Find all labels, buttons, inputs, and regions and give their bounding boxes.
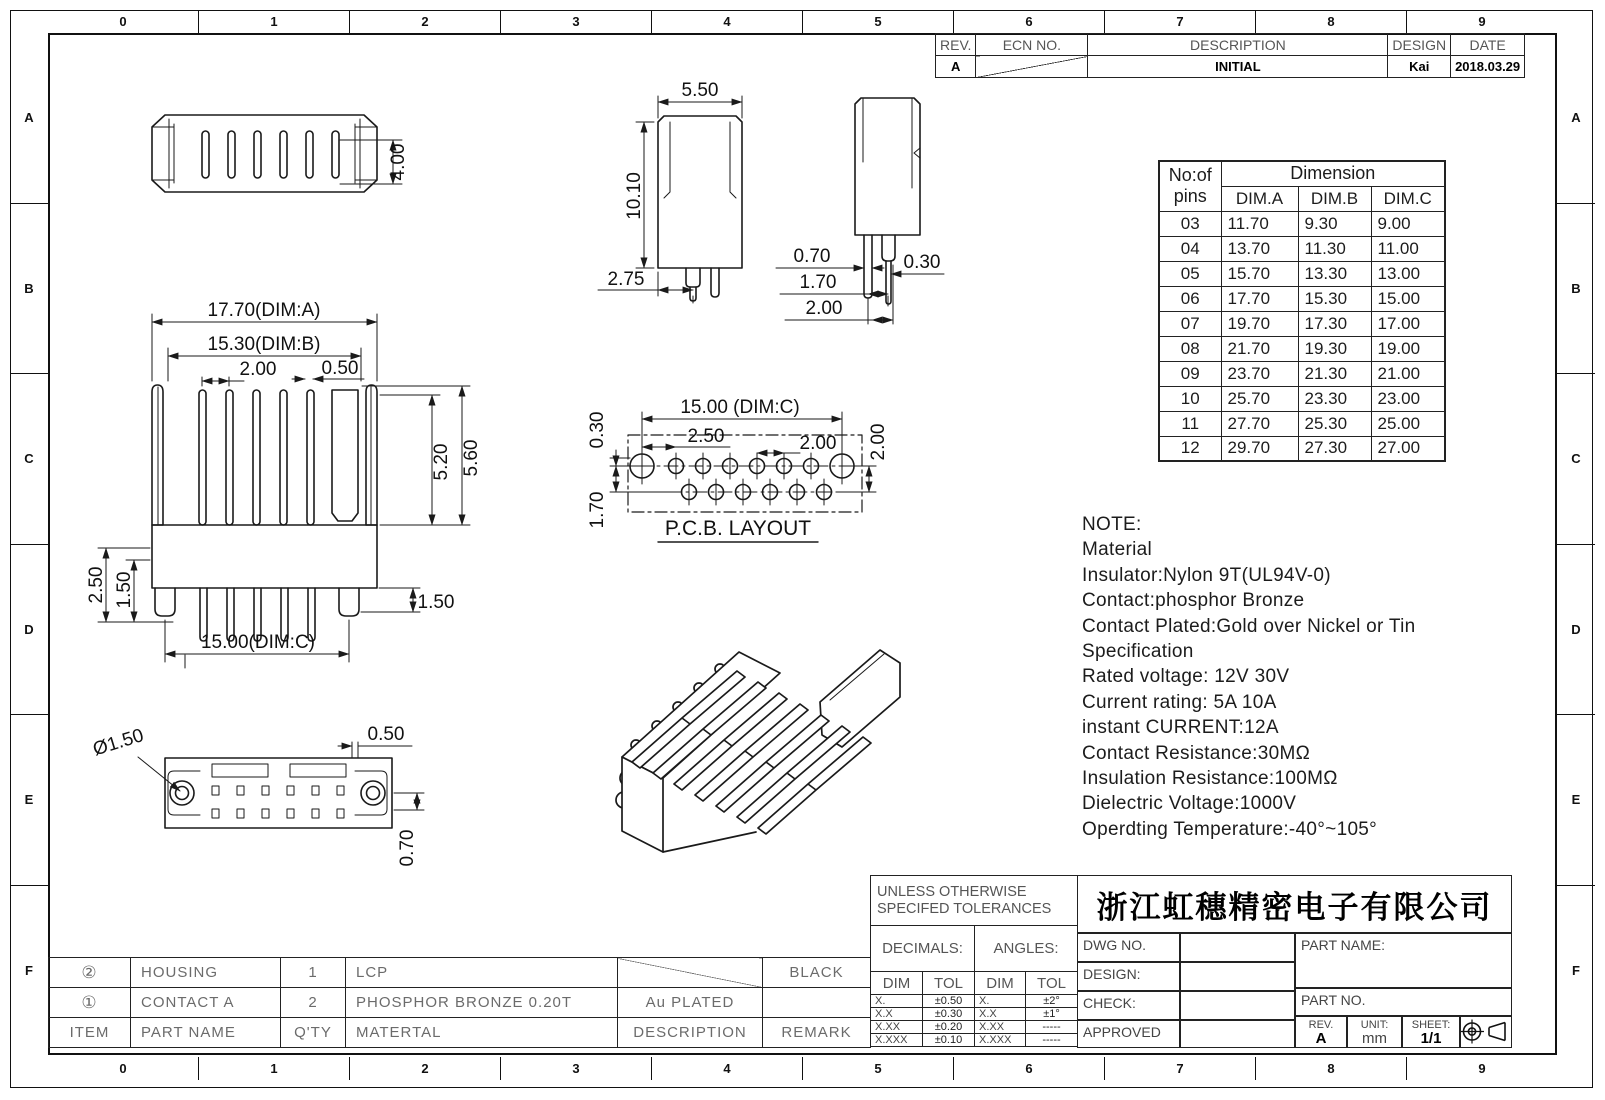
tol-val: ±0.10: [923, 1034, 975, 1047]
dimension-label: 2.00: [868, 423, 889, 461]
tol-val: ±0.50: [923, 995, 975, 1008]
note-line: Contact:phosphor Bronze: [1082, 590, 1305, 612]
table-row: [1159, 261, 1445, 286]
dimension-label: 1.70: [799, 272, 837, 293]
dimension-label: 0.50: [321, 358, 359, 379]
note-line: Insulator:Nylon 9T(UL94V-0): [1082, 564, 1331, 586]
company-name: 浙江虹穗精密电子有限公司: [1077, 875, 1512, 933]
note-line: Current rating: 5A 10A: [1082, 691, 1277, 713]
dim-c-cell: 19.00: [1371, 336, 1445, 361]
grid-col-label: 1: [198, 1057, 349, 1080]
date-header: DATE: [1451, 34, 1525, 56]
dim-a-cell: 21.70: [1221, 336, 1298, 361]
tol-dim: X.X: [975, 1008, 1026, 1021]
tol-dim: X.X: [871, 1008, 923, 1021]
sheet-cell: [1402, 1016, 1460, 1048]
dwg-no-label: DWG NO.: [1077, 933, 1180, 962]
dimension-label: 5.20: [431, 443, 452, 481]
material-cell: LCP: [346, 958, 618, 988]
note-line: Specification: [1082, 641, 1194, 663]
dimension-label: 2.50: [86, 566, 107, 604]
pins-header-line2: pins: [1173, 186, 1207, 207]
dim-c-cell: 9.00: [1371, 211, 1445, 236]
pins-cell: 04: [1159, 236, 1221, 261]
dim-b-cell: 27.30: [1298, 436, 1371, 461]
material-cell: PHOSPHOR BRONZE 0.20T: [346, 988, 618, 1018]
dimension-label: 2.75: [607, 269, 645, 290]
dim-a-cell: 29.70: [1221, 436, 1298, 461]
dim-c-cell: 15.00: [1371, 286, 1445, 311]
part-name-cell: HOUSING: [131, 958, 281, 988]
dimension-label: 0.50: [367, 724, 405, 745]
rev-value: A: [1315, 1030, 1327, 1047]
table-row: [1159, 236, 1445, 261]
grid-col-label: 3: [500, 1057, 651, 1080]
tol-dim: X.: [975, 995, 1026, 1008]
parts-header-row: [49, 1018, 871, 1048]
item-cell: ①: [49, 988, 131, 1018]
grid-strip-top: [48, 10, 1557, 33]
dim-b-cell: 11.30: [1298, 236, 1371, 261]
dimension-label: 17.70(DIM:A): [207, 300, 321, 321]
dim-b-cell: 25.30: [1298, 411, 1371, 436]
dim-c-cell: 27.00: [1371, 436, 1445, 461]
dim-a-cell: 27.70: [1221, 411, 1298, 436]
pins-cell: 05: [1159, 261, 1221, 286]
unit-cell: [1347, 1016, 1402, 1048]
dim-c-cell: 23.00: [1371, 386, 1445, 411]
dimension-table: [1158, 160, 1446, 462]
table-row: [1159, 336, 1445, 361]
pins-header-line1: No:of: [1168, 165, 1212, 186]
tol-dim: X.XX: [975, 1021, 1026, 1034]
grid-row-label: D: [10, 544, 48, 715]
dim-b-cell: 15.30: [1298, 286, 1371, 311]
part-name-label: PART NAME:: [1295, 933, 1512, 988]
note-line: Contact Plated:Gold over Nickel or Tin: [1082, 615, 1416, 637]
design-label: DESIGN:: [1077, 962, 1180, 991]
grid-row-label: B: [1557, 203, 1595, 374]
dim-b-cell: 23.30: [1298, 386, 1371, 411]
dimension-label: 5.60: [461, 439, 482, 477]
remark-cell: [763, 988, 871, 1018]
note-line: Operdting Temperature:-40°~105°: [1082, 818, 1378, 840]
grid-col-label: 3: [500, 10, 651, 33]
grid-col-label: 6: [953, 10, 1104, 33]
pins-cell: 09: [1159, 361, 1221, 386]
grid-strip-right: [1557, 33, 1595, 1055]
pins-cell: 12: [1159, 436, 1221, 461]
title-block: [1077, 875, 1512, 1048]
sheet-value: 1/1: [1420, 1030, 1442, 1047]
tol-dim: X.: [871, 995, 923, 1008]
dim-c-cell: 25.00: [1371, 411, 1445, 436]
note-line: Rated voltage: 12V 30V: [1082, 666, 1290, 688]
table-row: [1159, 411, 1445, 436]
grid-col-label: 1: [198, 10, 349, 33]
table-row: [49, 988, 871, 1018]
dimension-label: 0.30: [903, 252, 941, 273]
tol-val: ±0.20: [923, 1021, 975, 1034]
decimals-label: DECIMALS:: [871, 926, 975, 972]
grid-col-label: 0: [119, 1061, 127, 1076]
unit-value: mm: [1362, 1030, 1387, 1047]
grid-col-label: 9: [1406, 1057, 1557, 1080]
dim-b-cell: 17.30: [1298, 311, 1371, 336]
pins-cell: 06: [1159, 286, 1221, 311]
approved-value: [1180, 1020, 1295, 1048]
grid-row-label: E: [1557, 714, 1595, 885]
dim-c-cell: 13.00: [1371, 261, 1445, 286]
tol-dim: X.XXX: [975, 1034, 1026, 1047]
tolerance-block: [870, 875, 1078, 1047]
grid-row-label: B: [10, 203, 48, 374]
design-header: DESIGN: [1388, 34, 1451, 56]
grid-col-label: 8: [1255, 1057, 1406, 1080]
dimension-label: 0.70: [397, 829, 418, 867]
grid-col-label: 5: [802, 1057, 953, 1080]
pins-cell: 08: [1159, 336, 1221, 361]
rev-value: A: [936, 56, 976, 78]
grid-col-label: 2: [349, 10, 500, 33]
table-row: [1159, 436, 1445, 461]
dwg-no-value: [1180, 933, 1295, 962]
dim-header: DIM: [975, 972, 1026, 995]
table-row: [1159, 386, 1445, 411]
grid-row-label: F: [10, 885, 48, 1056]
dimension-label: 2.00: [799, 433, 837, 454]
grid-col-label: 0: [119, 14, 127, 29]
table-row: [1159, 211, 1445, 236]
tol-val: -----: [1026, 1034, 1078, 1047]
description-cell: Au PLATED: [618, 988, 763, 1018]
dim-b-cell: 19.30: [1298, 336, 1371, 361]
date-value: 2018.03.29: [1451, 56, 1525, 78]
pcb-layout-title: P.C.B. LAYOUT: [664, 517, 812, 540]
tolerance-title-line1: UNLESS OTHERWISE: [877, 883, 1027, 900]
dimension-label: 0.30: [587, 411, 608, 449]
dim-b-cell: 21.30: [1298, 361, 1371, 386]
dimension-label: 2.00: [239, 359, 277, 380]
grid-row-label: C: [10, 373, 48, 544]
dimension-label: Ø1.50: [90, 725, 147, 761]
rev-header: REV.: [936, 34, 976, 56]
rev-cell: [1295, 1016, 1347, 1048]
grid-strip-bottom: [48, 1057, 1557, 1080]
projection-symbol-cell: [1460, 1016, 1512, 1048]
tol-val: -----: [1026, 1021, 1078, 1034]
dim-a-header: DIM.A: [1221, 186, 1298, 211]
grid-col-label: 6: [953, 1057, 1104, 1080]
grid-col-label: 7: [1104, 10, 1255, 33]
grid-col-label: 4: [651, 10, 802, 33]
item-cell: ②: [49, 958, 131, 988]
tol-header: TOL: [1026, 972, 1078, 995]
dim-a-cell: 17.70: [1221, 286, 1298, 311]
part-name-header: PART NAME: [131, 1018, 281, 1048]
dim-a-cell: 19.70: [1221, 311, 1298, 336]
grid-col-label: 9: [1406, 10, 1557, 33]
check-value: [1180, 991, 1295, 1020]
dimension-label: 10.10: [624, 172, 645, 220]
parts-table: [48, 957, 871, 1048]
table-row: [1159, 311, 1445, 336]
pins-cell: 03: [1159, 211, 1221, 236]
note-line: instant CURRENT:12A: [1082, 717, 1279, 739]
revision-row: [936, 56, 1525, 78]
note-line: Insulation Resistance:100MΩ: [1082, 768, 1338, 790]
dimension-label: 15.00 (DIM:C): [680, 397, 800, 418]
ecn-value: [976, 56, 1088, 78]
dim-b-cell: 13.30: [1298, 261, 1371, 286]
material-header: MATERTAL: [346, 1018, 618, 1048]
check-label: CHECK:: [1077, 991, 1180, 1020]
grid-row-label: A: [1571, 110, 1581, 126]
grid-row-label: F: [1557, 885, 1595, 1056]
dimension-label: 5.50: [681, 80, 719, 101]
design-value: Kai: [1388, 56, 1451, 78]
dim-header: DIM: [871, 972, 923, 995]
tol-header: TOL: [923, 972, 975, 995]
table-row: [1159, 361, 1445, 386]
tol-val: ±2°: [1026, 995, 1078, 1008]
grid-row-label: C: [1557, 373, 1595, 544]
tolerance-title-line2: SPECIFED TOLERANCES: [877, 900, 1052, 917]
item-header: ITEM: [49, 1018, 131, 1048]
dimension-label: 1.50: [417, 592, 455, 613]
table-row: [1159, 286, 1445, 311]
pins-cell: 11: [1159, 411, 1221, 436]
remark-header: REMARK: [763, 1018, 871, 1048]
grid-col-label: 4: [651, 1057, 802, 1080]
grid-row-label: D: [1557, 544, 1595, 715]
design-value: [1180, 962, 1295, 991]
revision-table: [935, 33, 1525, 78]
dim-c-cell: 11.00: [1371, 236, 1445, 261]
dim-c-cell: 21.00: [1371, 361, 1445, 386]
description-value: INITIAL: [1088, 56, 1388, 78]
dimension-group-header: Dimension: [1221, 161, 1445, 186]
note-line: Contact Resistance:30MΩ: [1082, 742, 1311, 764]
dim-b-header: DIM.B: [1298, 186, 1371, 211]
notes-block: [1082, 512, 1522, 842]
dimension-label: 2.50: [687, 426, 725, 447]
dim-c-cell: 17.00: [1371, 311, 1445, 336]
description-cell: [618, 958, 763, 988]
note-line: Dielectric Voltage:1000V: [1082, 793, 1297, 815]
dim-a-cell: 25.70: [1221, 386, 1298, 411]
rev-label: REV.: [1308, 1019, 1334, 1031]
dimension-label: 1.70: [587, 491, 608, 529]
dimension-label: 2.00: [805, 298, 843, 319]
grid-strip-left: [10, 33, 48, 1055]
dimension-label: 0.70: [793, 246, 831, 267]
pins-cell: 07: [1159, 311, 1221, 336]
angles-label: ANGLES:: [975, 926, 1078, 972]
dim-b-cell: 9.30: [1298, 211, 1371, 236]
dimension-label: 15.30(DIM:B): [207, 334, 321, 355]
qty-header: Q'TY: [281, 1018, 346, 1048]
revision-header-row: [936, 34, 1525, 56]
dimension-label: 15.00(DIM:C): [200, 632, 316, 653]
part-name-cell: CONTACT A: [131, 988, 281, 1018]
description-header: DESCRIPTION: [1088, 34, 1388, 56]
tol-val: ±1°: [1026, 1008, 1078, 1021]
projection-symbol-icon: [1461, 1017, 1510, 1046]
remark-cell: BLACK: [763, 958, 871, 988]
tol-dim: X.XX: [871, 1021, 923, 1034]
grid-col-label: 7: [1104, 1057, 1255, 1080]
table-row: [49, 958, 871, 988]
qty-cell: 2: [281, 988, 346, 1018]
dim-a-cell: 13.70: [1221, 236, 1298, 261]
pins-cell: 10: [1159, 386, 1221, 411]
dim-c-header: DIM.C: [1371, 186, 1445, 211]
grid-row-label: E: [10, 714, 48, 885]
dim-a-cell: 23.70: [1221, 361, 1298, 386]
grid-col-label: 8: [1255, 10, 1406, 33]
approved-label: APPROVED: [1077, 1020, 1180, 1048]
tolerance-title: [871, 876, 1078, 926]
dim-a-cell: 15.70: [1221, 261, 1298, 286]
grid-row-label: A: [24, 110, 34, 126]
description-header: DESCRIPTION: [618, 1018, 763, 1048]
dim-a-cell: 11.70: [1221, 211, 1298, 236]
tol-dim: X.XXX: [871, 1034, 923, 1047]
part-no-label: PART NO.: [1295, 988, 1512, 1016]
pins-header: [1159, 161, 1221, 211]
tol-val: ±0.30: [923, 1008, 975, 1021]
ecn-header: ECN NO.: [976, 34, 1088, 56]
note-line: Material: [1082, 539, 1152, 561]
unit-label: UNIT:: [1360, 1019, 1389, 1031]
qty-cell: 1: [281, 958, 346, 988]
dimension-label: 4.00: [388, 143, 409, 181]
sheet-label: SHEET:: [1411, 1019, 1451, 1031]
grid-col-label: 5: [802, 10, 953, 33]
grid-col-label: 2: [349, 1057, 500, 1080]
dimension-label: 1.50: [114, 571, 135, 609]
note-line: NOTE:: [1082, 514, 1142, 535]
